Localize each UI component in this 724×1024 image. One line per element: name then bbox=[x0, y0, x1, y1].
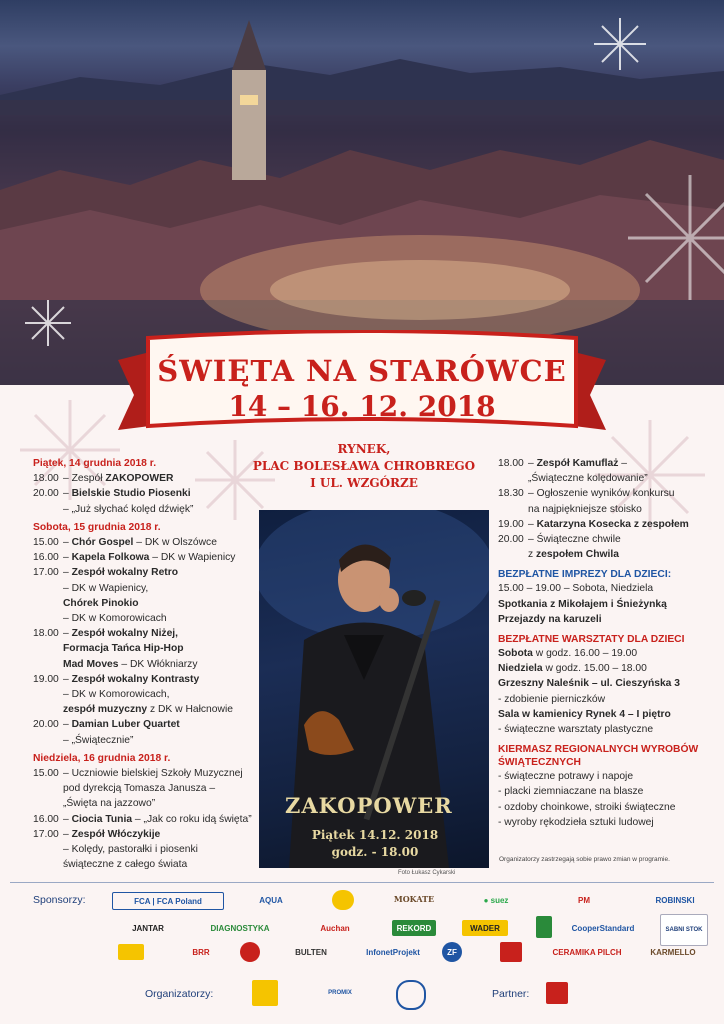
sponsor-logo-badge bbox=[332, 890, 354, 910]
entry-time: 15.00 bbox=[33, 768, 59, 780]
entry-line: – Kapela Folkowa – DK w Wapienicy bbox=[63, 552, 236, 564]
sponsor-logo-round bbox=[240, 942, 260, 962]
entry-line: – Damian Luber Quartet bbox=[63, 719, 180, 731]
entry-line: – „Świątecznie” bbox=[63, 734, 134, 746]
info-line: - placki ziemniaczane na blasze bbox=[498, 786, 644, 798]
sponsor-logo-jantar: JANTAR bbox=[132, 923, 164, 933]
program-entry bbox=[33, 550, 258, 565]
entry-description bbox=[528, 456, 713, 486]
entry-description bbox=[528, 517, 713, 532]
event-location: RYNEK, PLAC BOLESŁAWA CHROBREGO I UL. WZGÓRZE bbox=[252, 442, 476, 490]
sponsor-logo-robinski: ROBINSKI bbox=[655, 895, 695, 905]
entry-line: z zespołem Chwila bbox=[528, 549, 619, 561]
entry-line: – Zespół Włóczykije bbox=[63, 828, 161, 840]
entry-line: – Bielskie Studio Piosenki bbox=[63, 488, 191, 500]
entry-line: – Zespół wokalny Kontrasty bbox=[63, 673, 200, 685]
entry-line: – „Już słychać kolęd dźwięk” bbox=[63, 503, 194, 515]
day-heading: Piątek, 14 grudnia 2018 r. bbox=[33, 458, 157, 469]
sponsors-section bbox=[0, 882, 724, 1024]
entry-line: Formacja Tańca Hip-Hop bbox=[63, 643, 184, 655]
info-line: Niedziela w godz. 15.00 – 18.00 bbox=[498, 663, 647, 675]
section-heading: KIERMASZ REGIONALNYCH WYROBÓW ŚWIĄTECZNYCH bbox=[498, 744, 699, 769]
info-line: Sala w kamienicy Rynek 4 – I piętro bbox=[498, 708, 671, 720]
entry-time: 20.00 bbox=[33, 719, 59, 731]
entry-time: 18.00 bbox=[33, 473, 59, 485]
info-line: - zdobienie pierniczków bbox=[498, 693, 606, 705]
program-right-column bbox=[498, 456, 713, 830]
entry-line: – Zespół wokalny Niżej, bbox=[63, 628, 179, 640]
entry-line: – Katarzyna Kosecka z zespołem bbox=[528, 518, 689, 530]
hero-photo-town-square bbox=[0, 0, 724, 385]
program-entry bbox=[33, 626, 258, 672]
entry-time: 18.00 bbox=[498, 458, 524, 469]
sponsor-logo-rekord: REKORD bbox=[392, 920, 436, 936]
info-line: - ozdoby choinkowe, stroiki świąteczne bbox=[498, 801, 676, 813]
entry-time: 18.30 bbox=[498, 488, 524, 500]
sponsor-logo-infonet: InfonetProjekt bbox=[366, 947, 420, 957]
program-entry bbox=[33, 766, 258, 812]
info-line: Spotkania z Mikołajem i Śnieżynką bbox=[498, 598, 667, 610]
program-entry bbox=[33, 486, 258, 516]
entry-line: świąteczne z całego świata bbox=[63, 859, 188, 871]
entry-line: zespół muzyczny z DK w Hałcnowie bbox=[63, 704, 233, 716]
info-line: Przejazdy na karuzeli bbox=[498, 613, 602, 625]
entry-time: 18.00 bbox=[33, 628, 59, 640]
sponsor-logo-small bbox=[118, 944, 144, 960]
info-block bbox=[498, 646, 713, 737]
entry-description bbox=[63, 535, 258, 550]
entry-time: 20.00 bbox=[498, 534, 524, 546]
entry-line: – Ogłoszenie wyników konkursu bbox=[528, 488, 675, 500]
entry-line: Chórek Pinokio bbox=[63, 597, 139, 609]
day-heading: Sobota, 15 grudnia 2018 r. bbox=[33, 521, 161, 533]
partner-logo bbox=[546, 982, 568, 1004]
entry-description bbox=[528, 532, 713, 562]
photo-credit: Foto Łukasz Cykarski bbox=[398, 870, 456, 876]
entry-line: – Kolędy, pastorałki i piosenki bbox=[63, 844, 198, 856]
entry-description bbox=[63, 550, 258, 565]
sponsor-logo-suez: ● suez bbox=[483, 895, 509, 905]
sponsor-logo-mokate: MOKATE bbox=[393, 894, 435, 904]
sponsor-logo-pm: PM bbox=[578, 895, 590, 905]
entry-line: – Ciocia Tunia – „Jak co roku idą święta” bbox=[63, 813, 252, 825]
entry-line: „Świąteczne kolędowanie” bbox=[528, 473, 648, 485]
event-title: ŚWIĘTA NA STARÓWCE bbox=[157, 354, 567, 388]
organizer-note: Organizatorzy zastrzegają sobie prawo zmian w programie. bbox=[499, 856, 670, 863]
entry-line: – DK w Komorowicach, bbox=[63, 689, 170, 701]
section-heading: BEZPŁATNE IMPREZY DLA DZIECI: bbox=[498, 569, 672, 581]
sponsor-logo-auchan: Auchan bbox=[320, 923, 350, 933]
sponsor-logo-fca: FCA | FCA Poland bbox=[112, 892, 224, 910]
entry-time: 19.00 bbox=[33, 673, 59, 685]
entry-line: – Zespół wokalny Retro bbox=[63, 567, 179, 579]
entry-description bbox=[528, 486, 713, 516]
sponsor-logo-bulten: BULTEN bbox=[295, 947, 327, 957]
entry-line: – Zespół ZAKOPOWER bbox=[63, 473, 174, 485]
entry-line: – Świąteczne chwile bbox=[528, 534, 621, 546]
organizer-logo-bielsko bbox=[252, 980, 278, 1006]
info-line: - świąteczne warsztaty plastyczne bbox=[498, 724, 654, 736]
info-block bbox=[498, 769, 713, 830]
entry-description bbox=[63, 486, 258, 516]
sponsor-logo-red bbox=[500, 942, 522, 962]
program-entry bbox=[498, 517, 713, 532]
info-line: - wyroby rękodzieła sztuki ludowej bbox=[498, 816, 654, 828]
program-left-column bbox=[33, 456, 258, 872]
entry-description bbox=[63, 672, 258, 718]
title-banner bbox=[118, 330, 606, 438]
info-line: 15.00 – 19.00 – Sobota, Niedziela bbox=[498, 583, 654, 595]
entry-time: 19.00 bbox=[498, 518, 524, 530]
organizer-logo-round bbox=[396, 980, 426, 1010]
sponsor-logo-diagnostyka: DIAGNOSTYKA bbox=[210, 923, 270, 933]
sponsor-logo-wader: WADER bbox=[462, 920, 508, 936]
band-name: ZAKOPOWER bbox=[285, 793, 453, 818]
program-entry bbox=[33, 717, 258, 747]
entry-description bbox=[63, 471, 258, 486]
program-entry bbox=[498, 456, 713, 486]
entry-line: „Święta na jazzowo” bbox=[63, 798, 156, 810]
entry-time: 16.00 bbox=[33, 813, 59, 825]
program-entry bbox=[33, 812, 258, 827]
entry-time: 20.00 bbox=[33, 488, 59, 500]
program-entry bbox=[33, 672, 258, 718]
entry-description bbox=[63, 565, 258, 626]
entry-description bbox=[63, 717, 258, 747]
sponsor-logo-brr: BRR bbox=[192, 947, 210, 957]
entry-time: 17.00 bbox=[33, 567, 59, 579]
entry-time: 15.00 bbox=[33, 537, 59, 549]
entry-line: – Uczniowie bielskiej Szkoły Muzycznej bbox=[63, 768, 243, 780]
entry-description bbox=[63, 626, 258, 672]
entry-description bbox=[63, 766, 258, 812]
info-line: Grzeszny Naleśnik – ul. Cieszyńska 3 bbox=[498, 678, 681, 690]
program-entry bbox=[33, 565, 258, 626]
sponsor-logo-ceramika: CERAMIKA PILCH bbox=[552, 947, 622, 957]
info-line: - świąteczne potrawy i napoje bbox=[498, 771, 634, 783]
event-dates: 14 – 16. 12. 2018 bbox=[228, 390, 496, 423]
entry-line: pod dyrekcją Tomasza Janusza – bbox=[63, 783, 216, 795]
program-entry bbox=[498, 532, 713, 562]
section-heading: BEZPŁATNE WARSZTATY DLA DZIECI bbox=[498, 634, 685, 646]
entry-time: 17.00 bbox=[33, 828, 59, 840]
info-line: Sobota w godz. 16.00 – 19.00 bbox=[498, 648, 638, 660]
entry-line: – DK w Komorowicach bbox=[63, 613, 167, 625]
entry-line: – Chór Gospel – DK w Olszówce bbox=[63, 537, 217, 549]
program-entry bbox=[33, 535, 258, 550]
program-entry bbox=[33, 471, 258, 486]
entry-description bbox=[63, 827, 258, 873]
partner-label: Partner: bbox=[492, 988, 530, 1000]
info-block bbox=[498, 581, 713, 627]
sponsors-label: Sponsorzy: bbox=[33, 894, 86, 906]
entry-line: na najpiękniejsze stoisko bbox=[528, 503, 642, 515]
program-entry bbox=[498, 486, 713, 516]
organizers-label: Organizatorzy: bbox=[145, 988, 214, 1000]
sponsor-logo-karmello: KARMELLO bbox=[650, 947, 696, 957]
program-entry bbox=[33, 827, 258, 873]
entry-line: – DK w Wapienicy, bbox=[63, 582, 149, 594]
entry-time: 16.00 bbox=[33, 552, 59, 564]
organizer-logo-promix: PROMIX bbox=[328, 990, 352, 996]
day-heading: Niedziela, 16 grudnia 2018 r. bbox=[33, 752, 171, 764]
entry-line: Mad Moves – DK Włókniarzy bbox=[63, 658, 198, 670]
sponsor-logo-cooperstandard: CooperStandard bbox=[571, 923, 635, 933]
sponsor-logo-zf: ZF bbox=[442, 942, 462, 962]
entry-description bbox=[63, 812, 258, 827]
sponsor-logo-sabni-stok: SABNI STOK bbox=[660, 914, 708, 946]
sponsor-logo-zgo bbox=[536, 916, 552, 938]
entry-line: – Zespół Kamuflaż – bbox=[528, 458, 628, 469]
band-date: Piątek 14.12. 2018 godz. - 18.00 bbox=[311, 828, 439, 859]
sponsor-logo-aqua: AQUA bbox=[259, 895, 283, 905]
